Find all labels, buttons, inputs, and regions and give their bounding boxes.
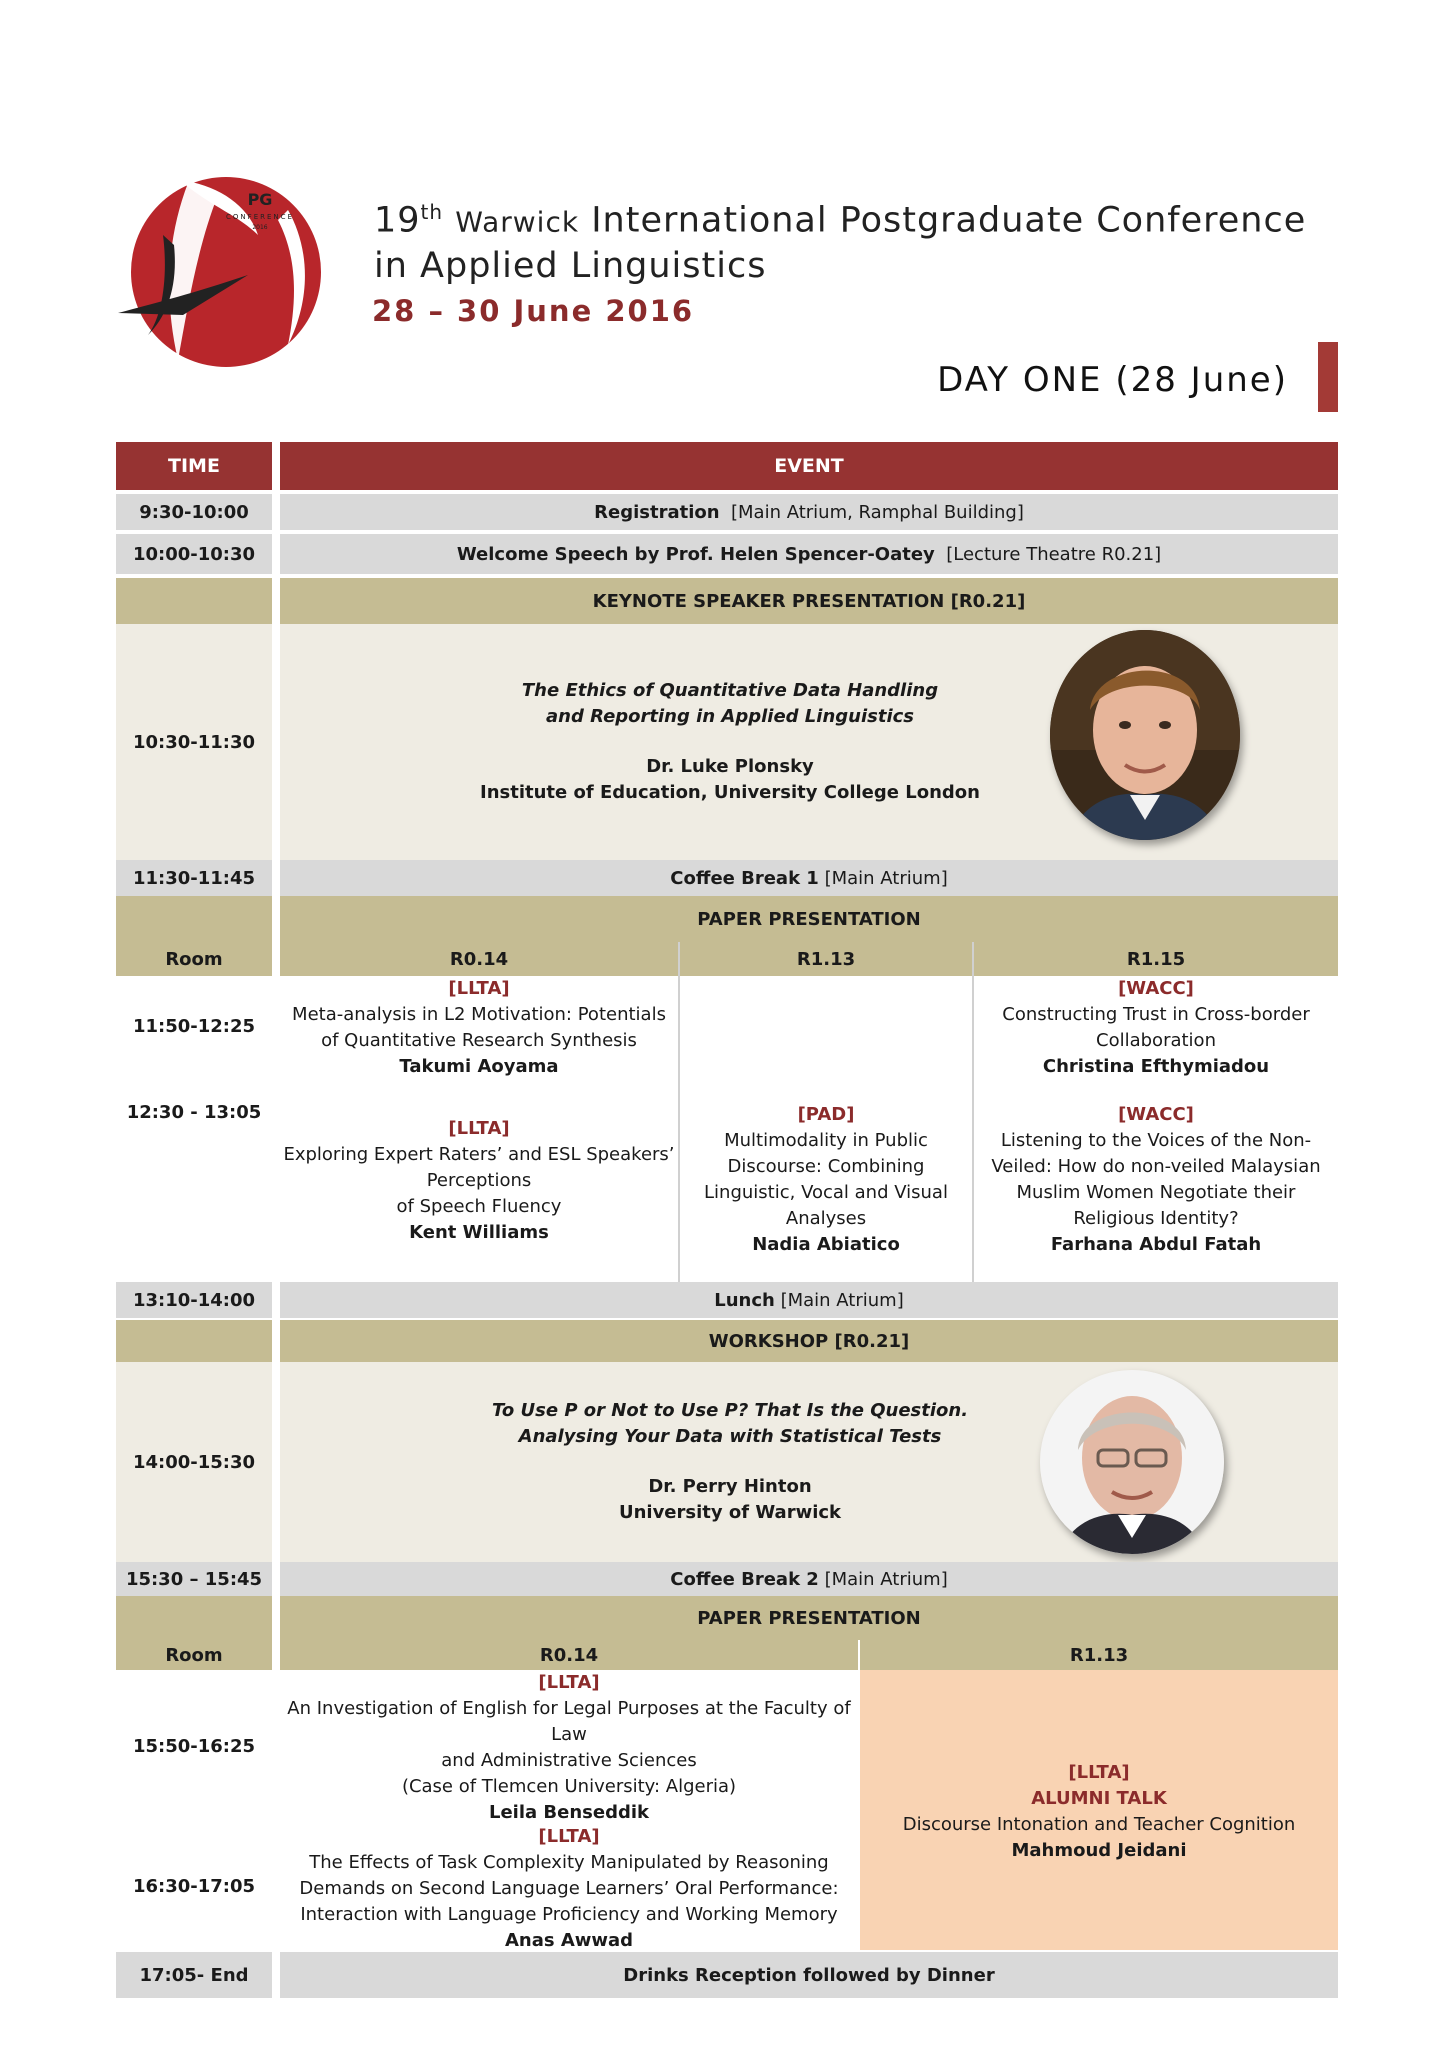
- logo-year: 2016: [252, 224, 268, 231]
- time-cell: [116, 1596, 272, 1640]
- paper-entry: [LLTA] The Effects of Task Complexity Manipulated by Reasoning Demands on Second Language Learners’ Oral Performance: Interaction with Language Proficiency and Working Memory Anas Awwad: [299, 1826, 839, 1951]
- slot-time: 11:50-12:25: [132, 1016, 256, 1037]
- time-cell: 11:30-11:45: [116, 860, 272, 896]
- event-cell: Lunch [Main Atrium]: [280, 1282, 1338, 1318]
- table-row: [116, 534, 1338, 574]
- room-label: Room: [116, 1640, 272, 1670]
- time-cell: 15:30 – 15:45: [116, 1562, 272, 1596]
- time-cell: 13:10-14:00: [116, 1282, 272, 1318]
- table-row: [116, 896, 1338, 942]
- table-row: [116, 1952, 1338, 1998]
- time-cell: [116, 896, 272, 942]
- conference-dates: 28 – 30 June 2016: [372, 294, 695, 328]
- room-r014: R0.14: [280, 942, 678, 976]
- workshop-details: To Use P or Not to Use P? That Is the Question. Analysing Your Data with Statistical Tests Dr. Perry Hinton University of Warwick: [491, 1400, 969, 1523]
- time-cell: 10:30-11:30: [116, 624, 272, 860]
- room-label: Room: [116, 942, 272, 976]
- keynote-details: The Ethics of Quantitative Data Handling and Reporting in Applied Linguistics Dr. Luke Plonsky Institute of Education, University College London: [480, 680, 980, 803]
- event-cell: Drinks Reception followed by Dinner: [280, 1952, 1338, 1998]
- conference-subtitle: in Applied Linguistics: [374, 246, 767, 286]
- room-r113: R1.13: [860, 1640, 1338, 1670]
- paper-entry: [LLTA] Exploring Expert Raters’ and ESL Speakers’ Perceptions of Speech Fluency Kent Williams: [283, 1118, 675, 1243]
- paper-entry: [LLTA] An Investigation of English for Legal Purposes at the Faculty of Law and Administrative Sciences (Case of Tlemcen University: Algeria) Leila Benseddik: [287, 1672, 851, 1823]
- day-heading: DAY ONE (28 June): [937, 360, 1288, 400]
- room-r113: R1.13: [680, 942, 972, 976]
- alumni-talk-entry: [LLTA] ALUMNI TALK Discourse Intonation and Teacher Cognition Mahmoud Jeidani: [902, 1762, 1296, 1861]
- day-accent-bar: [1318, 342, 1338, 412]
- paper-entry: [WACC] Constructing Trust in Cross-border Collaboration Christina Efthymiadou: [1002, 978, 1310, 1077]
- slot-time: 12:30 - 13:05: [126, 1102, 262, 1123]
- time-header: TIME: [116, 442, 272, 490]
- conference-title: 19th Warwick International Postgraduate Conference: [374, 200, 1307, 241]
- rooms-row: [116, 942, 1338, 976]
- time-cell: 10:00-10:30: [116, 534, 272, 574]
- keynote-speaker-photo: [1050, 630, 1240, 840]
- table-row: [116, 1562, 1338, 1596]
- table-row: [116, 1320, 1338, 1362]
- time-cell: [116, 578, 272, 624]
- room-r115: R1.15: [974, 942, 1338, 976]
- table-row: [116, 860, 1338, 896]
- event-cell: Coffee Break 1 [Main Atrium]: [280, 860, 1338, 896]
- conference-logo: [108, 175, 333, 370]
- logo-sub: CONFERENCE: [226, 213, 294, 221]
- event-cell: Welcome Speech by Prof. Helen Spencer-Oatey [Lecture Theatre R0.21]: [280, 534, 1338, 574]
- table-row: [116, 1596, 1338, 1640]
- time-cell: 9:30-10:00: [116, 494, 272, 530]
- table-row: [116, 1282, 1338, 1318]
- logo-text: PG: [247, 190, 273, 209]
- time-cell: 17:05- End: [116, 1952, 272, 1998]
- keynote-heading: KEYNOTE SPEAKER PRESENTATION [R0.21]: [280, 578, 1338, 624]
- table-header: [116, 442, 1338, 490]
- paper-heading: PAPER PRESENTATION: [280, 1596, 1338, 1640]
- paper-entry: [PAD] Multimodality in Public Discourse: Combining Linguistic, Vocal and Visual Analyses Nadia Abiatico: [704, 1104, 948, 1255]
- slot-time: 16:30-17:05: [132, 1876, 256, 1897]
- paper-heading: PAPER PRESENTATION: [280, 896, 1338, 942]
- divider: [858, 1640, 860, 1670]
- slot-time: 15:50-16:25: [132, 1736, 256, 1757]
- time-cell: [116, 1320, 272, 1362]
- room-r014: R0.14: [280, 1640, 858, 1670]
- table-row: [116, 578, 1338, 624]
- workshop-heading: WORKSHOP [R0.21]: [280, 1320, 1338, 1362]
- workshop-speaker-photo: [1040, 1370, 1224, 1554]
- table-row: [116, 494, 1338, 530]
- rooms-row: [116, 1640, 1338, 1670]
- event-cell: Coffee Break 2 [Main Atrium]: [280, 1562, 1338, 1596]
- time-cell: 14:00-15:30: [116, 1362, 272, 1562]
- paper-entry: [WACC] Listening to the Voices of the Non- Veiled: How do non-veiled Malaysian Muslim Women Negotiate their Religious Identity? Farhana Abdul Fatah: [991, 1104, 1321, 1255]
- event-header: EVENT: [280, 442, 1338, 490]
- paper-entry: [LLTA] Meta-analysis in L2 Motivation: Potentials of Quantitative Research Synthesis Takumi Aoyama: [292, 978, 666, 1077]
- event-cell: Registration [Main Atrium, Ramphal Building]: [280, 494, 1338, 530]
